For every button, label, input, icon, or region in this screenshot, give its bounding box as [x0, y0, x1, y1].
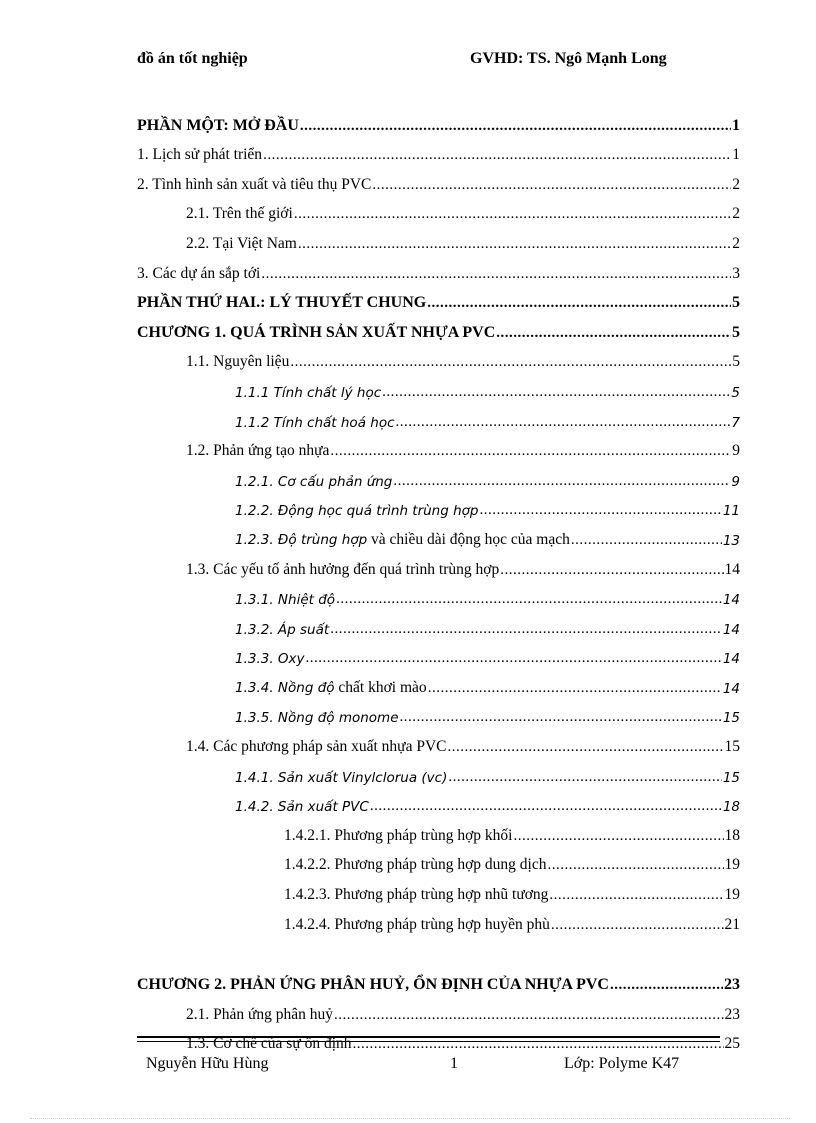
- toc-entry-page: 23: [724, 976, 740, 994]
- toc-entry-title-text: 1.3.3. Oxy: [235, 651, 305, 668]
- toc-leader-dots: [372, 177, 731, 194]
- toc-entry-title: [186, 1006, 333, 1024]
- toc-entry-title-text: CHƯƠNG 1. QUÁ TRÌNH SẢN XUẤT NHỰA PVC: [137, 323, 496, 341]
- toc-entry-title-suffix: chất khơi mào: [334, 678, 427, 696]
- toc-entry-page: 13: [722, 532, 740, 549]
- page-footer: [146, 1055, 726, 1077]
- toc-entry[interactable]: [137, 314, 740, 344]
- toc-entry-title: [235, 415, 395, 431]
- toc-entry-title-text: 1.2.1. Cơ cấu phản ứng: [235, 473, 393, 490]
- toc-entry-title-text: 1.1.1 Tính chất lý học: [235, 384, 382, 401]
- toc-entry[interactable]: [137, 403, 740, 433]
- toc-entry-title-text: 1.2.3. Độ trùng hợp: [235, 531, 368, 548]
- toc-leader-dots: [610, 977, 723, 994]
- toc-leader-dots: [513, 828, 723, 845]
- toc-entry-page: 18: [724, 826, 740, 844]
- toc-entry-title: [235, 385, 381, 401]
- table-of-contents: [137, 107, 740, 1055]
- toc-entry-title: [235, 622, 329, 638]
- toc-entry[interactable]: [137, 728, 740, 758]
- toc-leader-dots: [382, 384, 730, 401]
- toc-entry-title: [284, 856, 546, 874]
- toc-entry-page: 1: [732, 116, 740, 134]
- toc-entry-title: [284, 886, 548, 904]
- toc-entry[interactable]: [137, 551, 740, 581]
- toc-entry[interactable]: [137, 699, 740, 729]
- toc-entry-title-text: 1.3. Cơ chế của sự ổn định: [186, 1035, 352, 1053]
- toc-entry-title-text: 1.3.2. Áp suất: [235, 621, 330, 638]
- toc-entry-title-text: 2.1. Trên thế giới: [186, 205, 293, 223]
- toc-entry-page: 14: [724, 560, 740, 578]
- toc-entry[interactable]: [137, 817, 740, 847]
- toc-leader-dots: [496, 325, 731, 342]
- toc-leader-dots: [393, 473, 730, 490]
- toc-entry[interactable]: [137, 166, 740, 196]
- toc-entry[interactable]: [137, 225, 740, 255]
- toc-gap: [137, 936, 740, 967]
- toc-entry-title: [186, 353, 289, 371]
- toc-entry-title: [137, 176, 371, 194]
- toc-entry[interactable]: [137, 758, 740, 788]
- toc-entry[interactable]: [137, 876, 740, 906]
- toc-entry-title: [235, 651, 305, 667]
- toc-leader-dots: [298, 236, 731, 253]
- toc-leader-dots: [571, 532, 722, 549]
- toc-entry-title: [137, 324, 495, 342]
- toc-entry-title: [186, 561, 499, 579]
- toc-entry-title: [186, 1035, 352, 1053]
- toc-entry-page: 5: [732, 353, 740, 371]
- toc-leader-dots: [370, 798, 722, 815]
- toc-leader-dots: [294, 206, 731, 223]
- toc-entry-title-text: 1.3. Các yếu tố ảnh hưởng đến quá trình trùng hợp: [186, 560, 500, 578]
- toc-leader-dots: [261, 266, 731, 283]
- toc-entry-title-text: 1.3.5. Nồng độ monome: [235, 710, 399, 727]
- toc-entry-title-text: 2. Tình hình sản xuất và tiêu thụ PVC: [137, 175, 372, 193]
- toc-leader-dots: [334, 1007, 723, 1024]
- toc-entry-page: 7: [731, 414, 740, 431]
- toc-entry[interactable]: [137, 433, 740, 463]
- toc-entry-title-text: 3. Các dự án sắp tới: [137, 264, 261, 282]
- toc-entry-title-text: 1.4.1. Sản xuất Vinylclorua (vc): [235, 769, 448, 786]
- toc-entry-title: [235, 679, 427, 697]
- toc-entry-title-text: CHƯƠNG 2. PHẢN ỨNG PHÂN HUỶ, ỔN ĐỊNH CỦA NHỰA PVC: [137, 976, 609, 994]
- toc-leader-dots: [300, 118, 731, 135]
- toc-entry[interactable]: [137, 640, 740, 670]
- toc-entry-title: [235, 799, 369, 815]
- toc-leader-dots: [353, 1036, 724, 1053]
- toc-entry-title: [235, 503, 479, 519]
- footer-page-number: 1: [450, 1055, 458, 1072]
- toc-entry-page: 5: [732, 294, 740, 312]
- toc-entry-title-text: 1.3.4. Nồng độ: [235, 679, 335, 696]
- toc-leader-dots: [448, 769, 721, 786]
- toc-entry-page: 19: [724, 856, 740, 874]
- toc-entry[interactable]: [137, 255, 740, 285]
- toc-entry-title: [137, 117, 299, 135]
- toc-entry-page: 23: [724, 1005, 740, 1023]
- toc-entry-title: [137, 265, 260, 283]
- toc-entry-title-text: 1.4.2.2. Phương pháp trùng hợp dung dịch: [284, 856, 547, 874]
- toc-entry[interactable]: [137, 196, 740, 226]
- toc-entry-title: [137, 146, 262, 164]
- toc-leader-dots: [480, 502, 722, 519]
- toc-entry[interactable]: [137, 344, 740, 374]
- toc-entry-title-text: 1.1.2 Tính chất hoá học: [235, 414, 395, 431]
- toc-entry-title: [284, 827, 512, 845]
- toc-leader-dots: [306, 650, 722, 667]
- toc-entry-title: [235, 474, 392, 490]
- toc-entry-page: 5: [731, 384, 740, 401]
- toc-entry-title-text: 1.3.1. Nhiệt độ: [235, 592, 336, 609]
- toc-leader-dots: [330, 443, 731, 460]
- toc-entry-page: 5: [732, 323, 740, 341]
- toc-entry[interactable]: [137, 669, 740, 699]
- toc-entry-page: 15: [724, 738, 740, 756]
- toc-entry-title-text: PHẦN MỘT: MỞ ĐẦU: [137, 116, 299, 134]
- toc-entry-page: 25: [724, 1035, 740, 1053]
- toc-leader-dots: [428, 680, 722, 697]
- toc-entry-page: 1: [732, 146, 740, 164]
- toc-entry-title-text: 1.2.2. Động học quá trình trùng hợp: [235, 503, 479, 520]
- toc-entry-title-text: 2.2. Tại Việt Nam: [186, 234, 297, 252]
- toc-entry-title: [284, 916, 550, 934]
- toc-entry-title: [137, 294, 426, 312]
- toc-entry-page: 19: [724, 886, 740, 904]
- toc-entry[interactable]: [137, 967, 740, 997]
- toc-leader-dots: [400, 709, 722, 726]
- toc-entry[interactable]: [137, 373, 740, 403]
- toc-entry-page: 14: [722, 621, 740, 638]
- toc-entry-page: 11: [722, 503, 740, 520]
- footer-author: Nguyễn Hữu Hùng: [146, 1055, 269, 1072]
- toc-entry[interactable]: [137, 285, 740, 315]
- toc-leader-dots: [547, 857, 723, 874]
- toc-entry-title-text: 1.4.2.1. Phương pháp trùng hợp khối: [284, 826, 513, 844]
- toc-entry-page: 14: [722, 680, 740, 697]
- toc-entry[interactable]: [137, 137, 740, 167]
- toc-entry[interactable]: [137, 847, 740, 877]
- toc-entry-title: [235, 592, 335, 608]
- page-header: [137, 50, 737, 72]
- toc-leader-dots: [290, 354, 731, 371]
- footer-class: Lớp: Polyme K47: [564, 1055, 680, 1072]
- header-supervisor: GVHD: TS. Ngô Mạnh Long: [470, 50, 667, 67]
- toc-entry-page: 9: [732, 442, 740, 460]
- toc-leader-dots: [500, 562, 723, 579]
- toc-entry[interactable]: [137, 996, 740, 1026]
- toc-entry-title-text: 1.4. Các phương pháp sản xuất nhựa PVC: [186, 738, 447, 756]
- toc-entry-page: 15: [722, 710, 740, 727]
- toc-entry-title-text: 1. Lịch sử phát triển: [137, 146, 263, 164]
- toc-entry-title-text: 1.2. Phản ứng tạo nhựa: [186, 442, 330, 460]
- toc-entry-title-text: 1.1. Nguyên liệu: [186, 353, 290, 371]
- toc-entry-title-text: 1.4.2.3. Phương pháp trùng hợp nhũ tương: [284, 886, 549, 904]
- toc-entry-title-text: PHẦN THỨ HAI.: LÝ THUYẾT CHUNG: [137, 294, 427, 312]
- toc-entry-page: 14: [722, 592, 740, 609]
- toc-entry-page: 15: [722, 769, 740, 786]
- toc-entry-page: 18: [722, 799, 740, 816]
- toc-leader-dots: [396, 414, 731, 431]
- toc-leader-dots: [427, 295, 731, 312]
- toc-entry-title: [235, 710, 399, 726]
- header-document-type: đồ án tốt nghiệp: [137, 50, 248, 67]
- toc-entry[interactable]: [137, 581, 740, 611]
- toc-leader-dots: [447, 739, 723, 756]
- toc-entry[interactable]: [137, 492, 740, 522]
- toc-leader-dots: [330, 621, 722, 638]
- toc-leader-dots: [551, 917, 724, 934]
- toc-entry[interactable]: [137, 521, 740, 551]
- toc-entry-page: 2: [732, 205, 740, 223]
- toc-entry-page: 21: [724, 915, 740, 933]
- toc-entry-page: 2: [732, 234, 740, 252]
- footer-rule-thin: [137, 1041, 720, 1042]
- toc-entry[interactable]: [137, 610, 740, 640]
- toc-entry-page: 2: [732, 175, 740, 193]
- toc-entry[interactable]: [137, 906, 740, 936]
- toc-leader-dots: [263, 147, 731, 164]
- toc-entry-title: [137, 976, 609, 994]
- page-break-line: [30, 1118, 790, 1119]
- toc-entry-title: [186, 235, 297, 253]
- toc-entry-title-text: 1.4.2.4. Phương pháp trùng hợp huyền phù: [284, 915, 550, 933]
- toc-entry-title-text: 1.4.2. Sản xuất PVC: [235, 799, 369, 816]
- toc-entry-title-suffix: và chiều dài động học của mạch: [367, 530, 570, 548]
- toc-entry[interactable]: [137, 788, 740, 818]
- toc-entry-title: [235, 770, 447, 786]
- toc-entry-title: [186, 442, 329, 460]
- toc-entry[interactable]: [137, 107, 740, 137]
- toc-entry-page: 9: [731, 473, 740, 490]
- toc-entry-page: 14: [722, 651, 740, 668]
- toc-leader-dots: [549, 887, 723, 904]
- footer-rule-thick: [137, 1036, 720, 1038]
- toc-entry-title: [186, 738, 446, 756]
- toc-entry-title: [186, 205, 293, 223]
- toc-entry-page: 3: [732, 264, 740, 282]
- toc-entry[interactable]: [137, 462, 740, 492]
- toc-leader-dots: [336, 591, 722, 608]
- toc-entry-title-text: 2.1. Phản ứng phân huỷ: [186, 1005, 334, 1023]
- toc-entry-title: [235, 531, 570, 549]
